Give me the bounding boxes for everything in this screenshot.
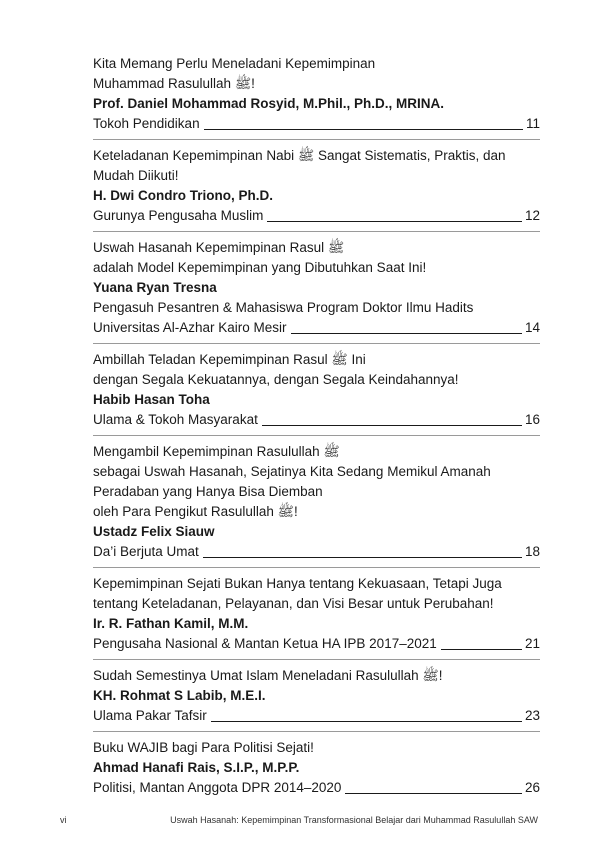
entry-title-line: tentang Keteladanan, Pelayanan, dan Visi Besar untuk Perubahan! xyxy=(93,596,494,611)
table-of-contents xyxy=(93,50,540,803)
entry-title-line: Mengambil Kepemimpinan Rasulullah ﷺ xyxy=(93,444,340,459)
leader-line xyxy=(262,425,522,426)
entry-role-row xyxy=(93,706,540,726)
entry-page-number: 14 xyxy=(524,320,540,335)
toc-entry xyxy=(93,343,540,435)
entry-author: H. Dwi Condro Triono, Ph.D. xyxy=(93,188,273,203)
entry-page-number: 23 xyxy=(524,708,540,723)
toc-entry xyxy=(93,435,540,567)
entry-author: Ir. R. Fathan Kamil, M.M. xyxy=(93,616,249,631)
entry-page-number: 12 xyxy=(524,208,540,223)
entry-title-line: Keteladanan Kepemimpinan Nabi ﷺ Sangat Sistematis, Praktis, dan xyxy=(93,148,506,163)
entry-title-line: Ambillah Teladan Kepemimpinan Rasul ﷺ Ini xyxy=(93,352,366,367)
entry-title-line: Muhammad Rasulullah ﷺ! xyxy=(93,76,255,91)
footer-page-number: vi xyxy=(60,815,67,825)
entry-title-line: Sudah Semestinya Umat Islam Meneladani Rasulullah ﷺ! xyxy=(93,668,443,683)
entry-author: Prof. Daniel Mohammad Rosyid, M.Phil., Ph.D., MRINA. xyxy=(93,96,445,111)
entry-role: Tokoh Pendidikan xyxy=(93,116,200,131)
toc-entry xyxy=(93,659,540,731)
entry-page-number: 18 xyxy=(524,544,540,559)
entry-title-line: sebagai Uswah Hasanah, Sejatinya Kita Sedang Memikul Amanah xyxy=(93,464,491,479)
entry-page-number: 26 xyxy=(524,780,540,795)
leader-line xyxy=(441,649,522,650)
toc-entry xyxy=(93,50,540,139)
entry-title-line: dengan Segala Kekuatannya, dengan Segala Keindahannya! xyxy=(93,372,459,387)
entry-title-line: Peradaban yang Hanya Bisa Diemban xyxy=(93,484,323,499)
entry-title-line: oleh Para Pengikut Rasulullah ﷺ! xyxy=(93,504,298,519)
entry-page-number: 11 xyxy=(525,116,540,131)
entry-author: Ahmad Hanafi Rais, S.I.P., M.P.P. xyxy=(93,760,300,775)
toc-entry xyxy=(93,731,540,803)
leader-line xyxy=(291,333,522,334)
entry-role: Da’i Berjuta Umat xyxy=(93,544,199,559)
entry-role-row xyxy=(93,318,540,338)
entry-title-line: Buku WAJIB bagi Para Politisi Sejati! xyxy=(93,740,314,755)
leader-line xyxy=(203,557,522,558)
footer-book-title: Uswah Hasanah: Kepemimpinan Transformasional Belajar dari Muhammad Rasulullah SAW xyxy=(170,815,538,825)
entry-role-row xyxy=(93,634,540,654)
entry-role-row xyxy=(93,542,540,562)
entry-author: Habib Hasan Toha xyxy=(93,392,210,407)
entry-role: Ulama & Tokoh Masyarakat xyxy=(93,412,258,427)
leader-line xyxy=(204,129,523,130)
leader-line xyxy=(345,793,522,794)
toc-entry xyxy=(93,567,540,659)
leader-line xyxy=(211,721,522,722)
entry-role: Ulama Pakar Tafsir xyxy=(93,708,207,723)
entry-role: Gurunya Pengusaha Muslim xyxy=(93,208,264,223)
entry-role: Pengusaha Nasional & Mantan Ketua HA IPB 2017–2021 xyxy=(93,636,437,651)
leader-line xyxy=(267,221,522,222)
entry-role-row xyxy=(93,778,540,798)
entry-title-line: Kita Memang Perlu Meneladani Kepemimpinan xyxy=(93,56,376,71)
entry-role-row xyxy=(93,410,540,430)
entry-role-row xyxy=(93,206,540,226)
entry-title-line: Kepemimpinan Sejati Bukan Hanya tentang Kekuasaan, Tetapi Juga xyxy=(93,576,502,591)
entry-title-line: Mudah Diikuti! xyxy=(93,168,179,183)
entry-author: KH. Rohmat S Labib, M.E.I. xyxy=(93,688,266,703)
toc-entry xyxy=(93,139,540,231)
entry-role: Politisi, Mantan Anggota DPR 2014–2020 xyxy=(93,780,342,795)
entry-role-line: Pengasuh Pesantren & Mahasiswa Program Doktor Ilmu Hadits xyxy=(93,300,474,315)
entry-author: Ustadz Felix Siauw xyxy=(93,524,215,539)
entry-author: Yuana Ryan Tresna xyxy=(93,280,217,295)
entry-role-row xyxy=(93,114,540,134)
entry-page-number: 16 xyxy=(524,412,540,427)
entry-role: Universitas Al-Azhar Kairo Mesir xyxy=(93,320,287,335)
toc-entry xyxy=(93,231,540,343)
entry-title-line: Uswah Hasanah Kepemimpinan Rasul ﷺ xyxy=(93,240,345,255)
entry-page-number: 21 xyxy=(524,636,540,651)
entry-title-line: adalah Model Kepemimpinan yang Dibutuhkan Saat Ini! xyxy=(93,260,427,275)
